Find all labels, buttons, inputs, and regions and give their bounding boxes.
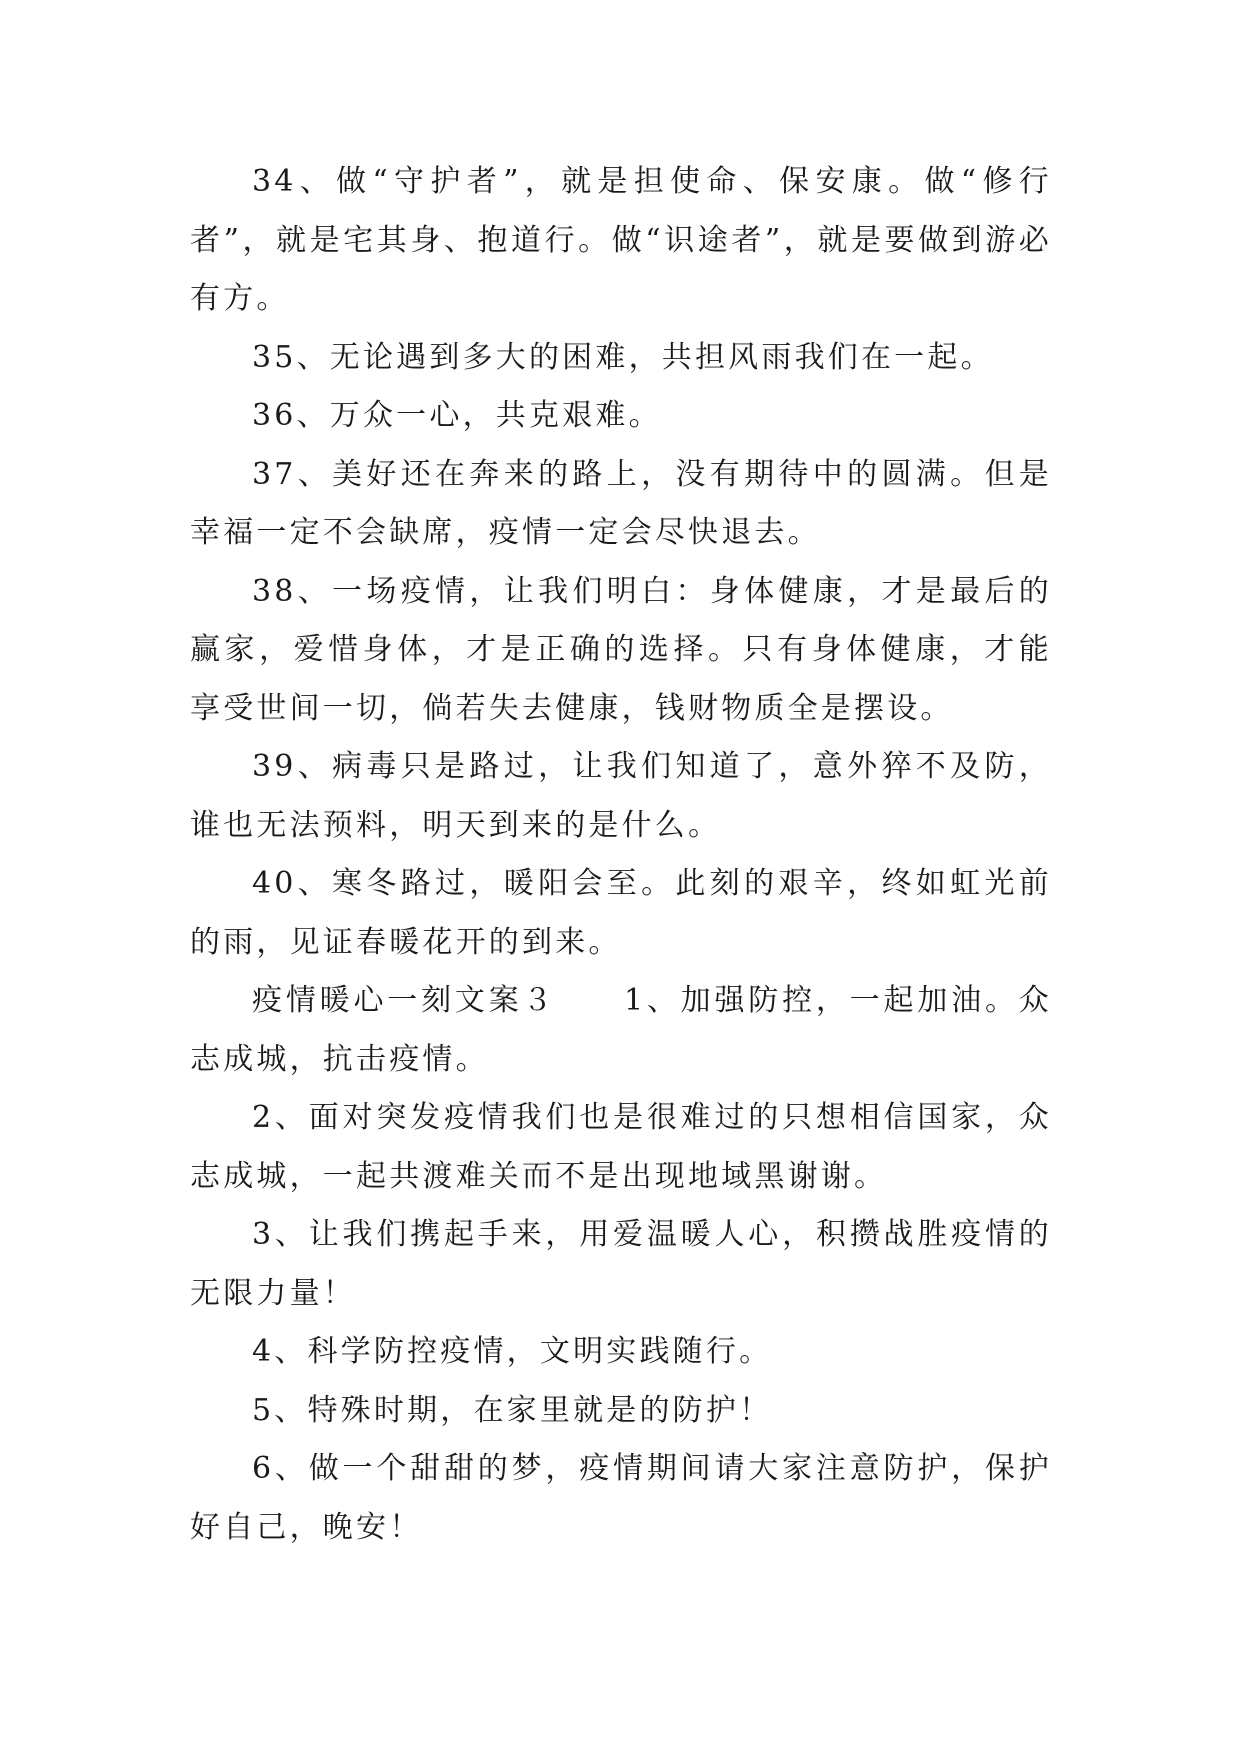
paragraph-38: 38、一场疫情，让我们明白：身体健康，才是最后的赢家，爱惜身体，才是正确的选择。只有身体健康，才能享受世间一切，倘若失去健康，钱财物质全是摆设。 bbox=[190, 573, 1052, 726]
paragraph-5: 5、特殊时期，在家里就是的防护！ bbox=[252, 1392, 773, 1428]
paragraph-39: 39、病毒只是路过，让我们知道了，意外猝不及防，谁也无法预料，明天到来的是什么。 bbox=[190, 749, 1052, 843]
paragraph-36: 36、万众一心，共克艰难。 bbox=[252, 398, 662, 433]
paragraph-4: 4、科学防控疫情，文明实践随行。 bbox=[252, 1334, 773, 1369]
paragraph-34: 34、做“守护者”，就是担使命、保安康。做“修行者”，就是宅其身、抱道行。做“识途者”，就是要做到游必有方。 bbox=[190, 164, 1052, 316]
paragraph-2: 2、面对突发疫情我们也是很难过的只想相信国家，众志成城，一起共渡难关而不是出现地域黑谢谢。 bbox=[190, 1100, 1052, 1194]
paragraph-37: 37、美好还在奔来的路上，没有期待中的圆满。但是幸福一定不会缺席，疫情一定会尽快退去。 bbox=[190, 456, 1052, 550]
paragraph-3: 3、让我们携起手来，用爱温暖人心，积攒战胜疫情的无限力量！ bbox=[190, 1217, 1052, 1311]
section-3-heading-paragraph: 疫情暖心一刻文案３ 1、加强防控，一起加油。众志成城，抗击疫情。 bbox=[190, 983, 1052, 1077]
paragraph-35: 35、无论遇到多大的困难，共担风雨我们在一起。 bbox=[252, 339, 994, 375]
document-body bbox=[190, 153, 1052, 1557]
paragraph-40: 40、寒冬路过，暖阳会至。此刻的艰辛，终如虹光前的雨，见证春暖花开的到来。 bbox=[190, 866, 1052, 960]
paragraph-6: 6、做一个甜甜的梦，疫情期间请大家注意防护，保护好自己，晚安！ bbox=[190, 1451, 1052, 1545]
